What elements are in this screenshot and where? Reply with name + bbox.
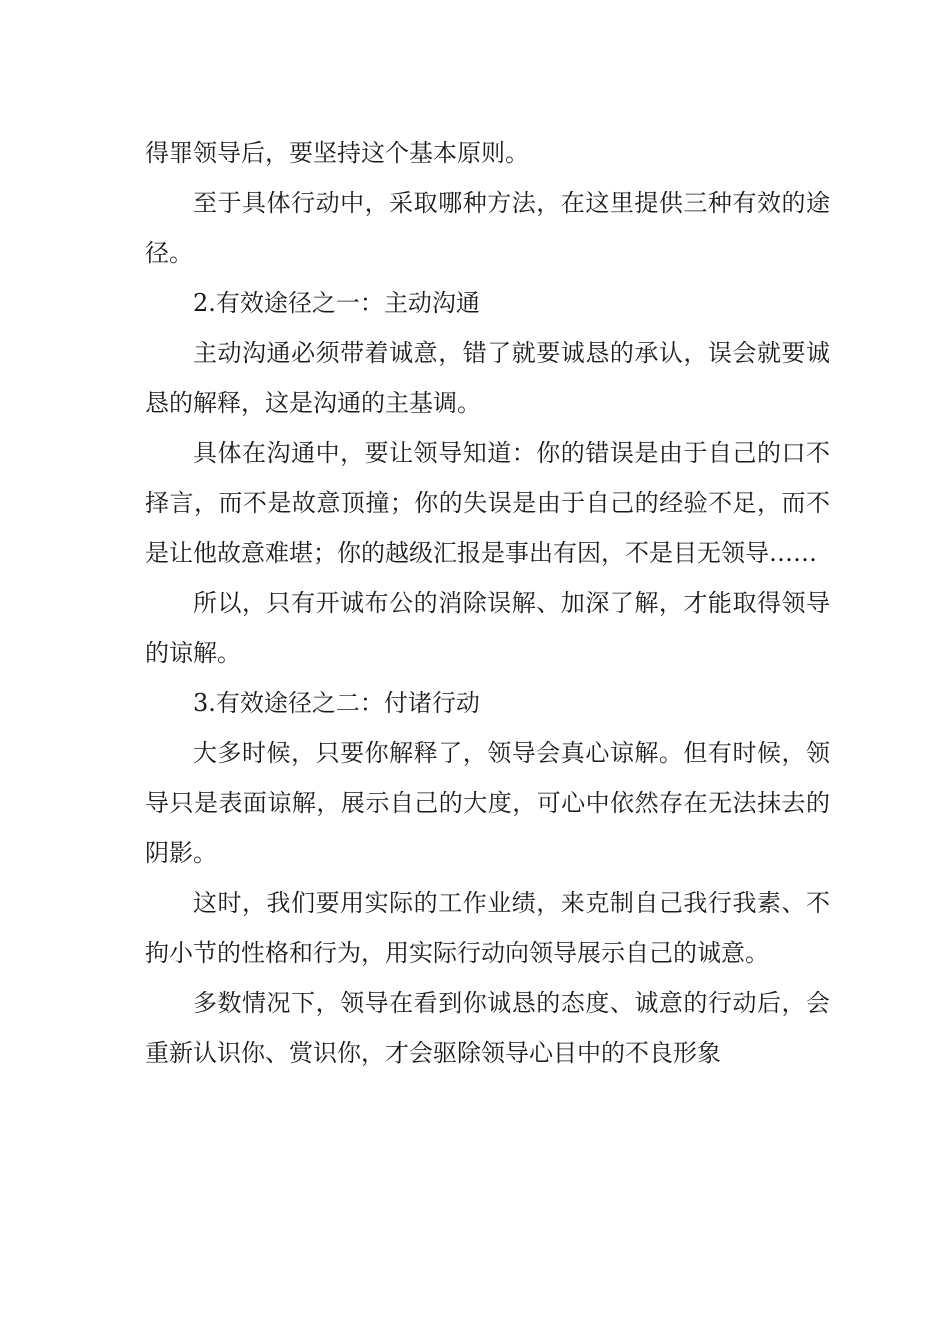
document-body	[145, 128, 830, 1078]
paragraph: 大多时候，只要你解释了，领导会真心谅解。但有时候，领导只是表面谅解，展示自己的大度，可心中依然存在无法抹去的阴影。	[145, 739, 830, 867]
section-heading: 3.有效途径之二：付诸行动	[193, 689, 480, 717]
paragraph: 多数情况下，领导在看到你诚恳的态度、诚意的行动后，会重新认识你、赏识你，才会驱除领导心目中的不良形象	[145, 989, 830, 1067]
section-heading: 2.有效途径之一：主动沟通	[193, 289, 480, 317]
paragraph-continuation: 得罪领导后，要坚持这个基本原则。	[145, 139, 529, 167]
paragraph: 具体在沟通中，要让领导知道：你的错误是由于自己的口不择言，而不是故意顶撞；你的失误是由于自己的经验不足，而不是让他故意难堪；你的越级汇报是事出有因，不是目无领导……	[145, 439, 830, 567]
paragraph: 所以，只有开诚布公的消除误解、加深了解，才能取得领导的谅解。	[145, 589, 830, 667]
paragraph: 主动沟通必须带着诚意，错了就要诚恳的承认，误会就要诚恳的解释，这是沟通的主基调。	[145, 339, 830, 417]
paragraph: 这时，我们要用实际的工作业绩，来克制自己我行我素、不拘小节的性格和行为，用实际行动向领导展示自己的诚意。	[145, 889, 830, 967]
paragraph: 至于具体行动中，采取哪种方法，在这里提供三种有效的途径。	[145, 189, 830, 267]
